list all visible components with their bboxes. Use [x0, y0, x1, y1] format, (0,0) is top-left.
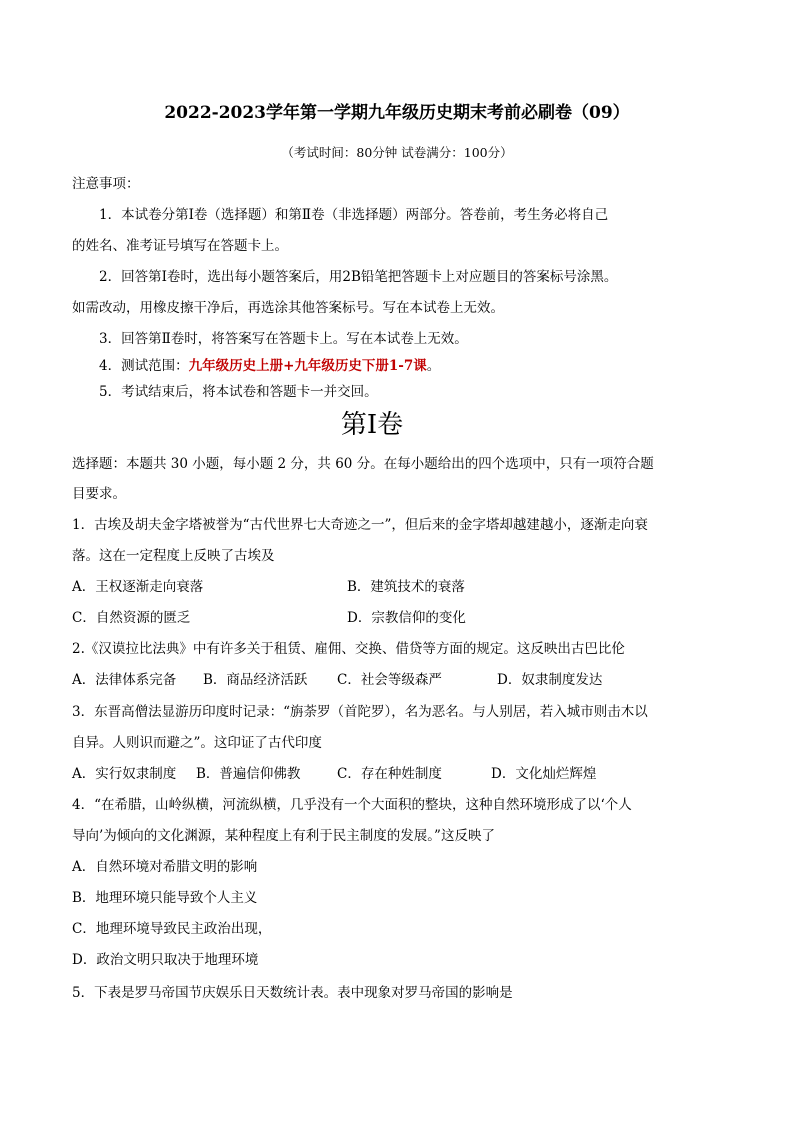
notes-heading: 注意事项： [72, 176, 140, 192]
question-4-option-d[interactable]: D．政治文明只取决于地理环境 [72, 952, 259, 968]
notes-item-4-prefix: 4．测试范围： [99, 358, 189, 374]
question-4-option-a[interactable]: A．自然环境对希腊文明的影响 [72, 859, 258, 875]
test-range: 九年级历史上册+九年级历史下册1-7课 [188, 358, 427, 374]
question-2-option-b[interactable]: B．商品经济活跃 [203, 672, 308, 688]
question-1-option-c[interactable]: C．自然资源的匮乏 [72, 610, 191, 626]
section-intro: 选择题：本题共 30 小题，每小题 2 分，共 60 分。在每小题给出的四个选项中，只有一项符合题 [72, 456, 654, 472]
question-4-option-c[interactable]: C．地理环境导致民主政治出现， [72, 921, 272, 937]
question-4-option-b[interactable]: B．地理环境只能导致个人主义 [72, 890, 258, 906]
question-4-stem-cont: 导向’为倾向的文化渊源，某种程度上有利于民主制度的发展。”这反映了 [72, 828, 495, 844]
section-intro-cont: 目要求。 [72, 486, 126, 502]
notes-item-2-cont: 如需改动，用橡皮擦干净后，再选涂其他答案标号。写在本试卷上无效。 [72, 300, 504, 316]
question-1-option-d[interactable]: D．宗教信仰的变化 [347, 610, 466, 626]
question-3-option-c[interactable]: C．存在种姓制度 [337, 766, 442, 782]
section-title: 第Ⅰ卷 [340, 410, 404, 440]
notes-item-4 [99, 357, 440, 375]
question-1-stem-cont: 落。这在一定程度上反映了古埃及 [72, 548, 275, 564]
question-3-option-a[interactable]: A．实行奴隶制度 [72, 766, 177, 782]
question-2-option-d[interactable]: D．奴隶制度发达 [497, 672, 603, 688]
question-3-stem: 3．东晋高僧法显游历印度时记录：“旃荼罗（首陀罗），名为恶名。与人别居，若入城市则击木以 [72, 704, 648, 720]
question-3-option-d[interactable]: D．文化灿烂辉煌 [491, 766, 597, 782]
notes-item-5: 5．考试结束后，将本试卷和答题卡一并交回。 [99, 384, 378, 400]
question-4-stem: 4．“在希腊，山岭纵横，河流纵横，几乎没有一个大面积的整块，这种自然环境形成了以‘个人 [72, 797, 632, 813]
question-1-option-a[interactable]: A．王权逐渐走向衰落 [72, 579, 204, 595]
notes-item-2: 2．回答第Ⅰ卷时，选出每小题答案后，用2B铅笔把答题卡上对应题目的答案标号涂黑。 [99, 269, 618, 285]
question-2-stem: 2.《汉谟拉比法典》中有许多关于租赁、雇佣、交换、借贷等方面的规定。这反映出古巴比伦 [72, 641, 625, 657]
question-2-option-c[interactable]: C．社会等级森严 [337, 672, 442, 688]
question-1-option-b[interactable]: B．建筑技术的衰落 [347, 579, 465, 595]
notes-item-1-cont: 的姓名、准考证号填写在答题卡上。 [72, 238, 288, 254]
exam-title: 2022-2023学年第一学期九年级历史期末考前必刷卷（09） [164, 103, 630, 123]
question-2-option-a[interactable]: A．法律体系完备 [72, 672, 177, 688]
notes-item-3: 3．回答第Ⅱ卷时，将答案写在答题卡上。写在本试卷上无效。 [99, 331, 468, 347]
question-5-stem: 5．下表是罗马帝国节庆娱乐日天数统计表。表中现象对罗马帝国的影响是 [72, 985, 513, 1001]
question-1-stem: 1．古埃及胡夫金字塔被誉为“古代世界七大奇迹之一”，但后来的金字塔却越建越小，逐渐走向衰 [72, 517, 648, 533]
question-3-option-b[interactable]: B．普遍信仰佛教 [196, 766, 301, 782]
notes-item-4-suffix: 。 [426, 358, 441, 374]
question-3-stem-cont: 自异。人则识而避之”。这印证了古代印度 [72, 735, 322, 751]
exam-subtitle: （考试时间：80分钟 试卷满分：100分） [281, 145, 513, 160]
notes-item-1: 1．本试卷分第Ⅰ卷（选择题）和第Ⅱ卷（非选择题）两部分。答卷前，考生务必将自己 [99, 207, 609, 223]
